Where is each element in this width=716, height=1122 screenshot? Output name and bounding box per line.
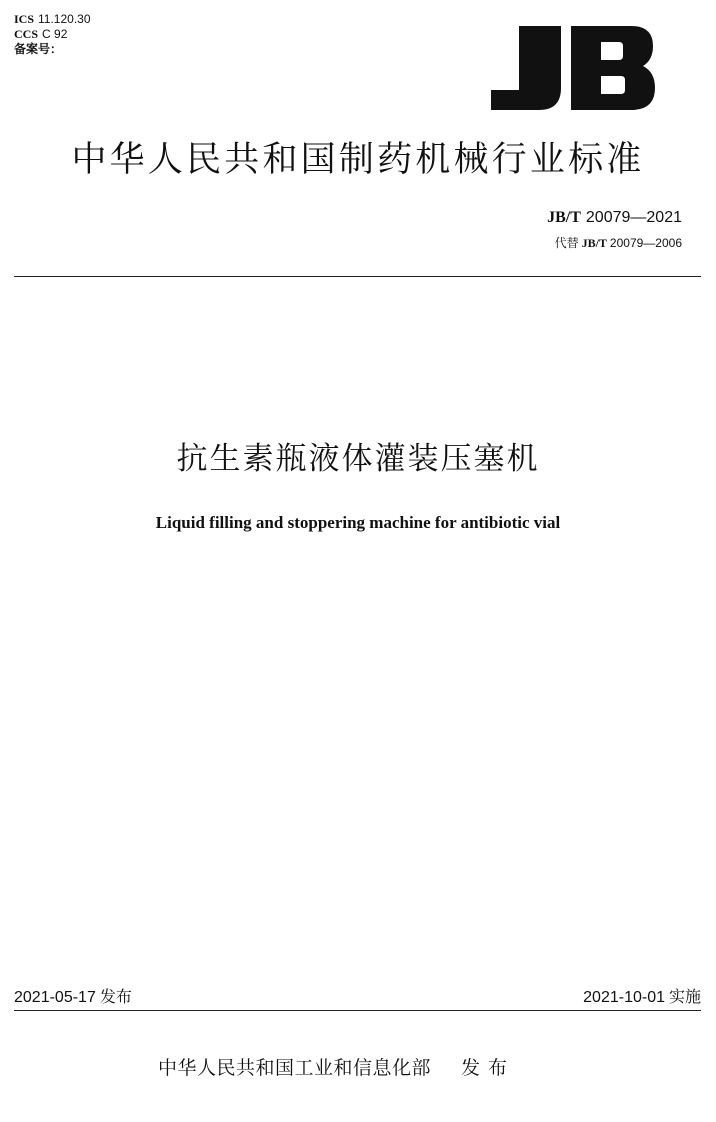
implementation-date-label: 实施 bbox=[668, 987, 701, 1006]
issue-date bbox=[14, 986, 132, 1009]
ccs-label: CCS bbox=[14, 27, 39, 41]
issuer-line bbox=[158, 1055, 515, 1081]
replaces-number: 20079—2006 bbox=[609, 236, 682, 250]
standard-code-prefix: JB/T bbox=[547, 209, 581, 226]
filing-label: 备案号： bbox=[14, 42, 63, 56]
issue-date-value: 2021-05-17 bbox=[14, 989, 96, 1006]
standard-code bbox=[547, 206, 682, 229]
ics-row bbox=[14, 12, 91, 27]
jb-logo bbox=[491, 26, 655, 110]
ccs-value: C 92 bbox=[42, 27, 68, 41]
document-title-english: Liquid filling and stoppering machine for antibiotic vial bbox=[155, 513, 561, 532]
issuer-name: 中华人民共和国工业和信息化部 bbox=[158, 1057, 432, 1079]
classification-block bbox=[14, 12, 91, 57]
replaces-code bbox=[547, 233, 682, 253]
ccs-row bbox=[14, 27, 91, 42]
implementation-date-value: 2021-10-01 bbox=[583, 989, 665, 1006]
bottom-divider bbox=[14, 1010, 701, 1011]
standard-type-title: 中华人民共和国制药机械行业标准 bbox=[71, 140, 645, 180]
replaces-prefix: JB/T bbox=[581, 236, 607, 250]
filing-row bbox=[14, 42, 91, 57]
issue-date-label: 发布 bbox=[99, 987, 132, 1006]
replaces-label: 代替 bbox=[554, 236, 579, 250]
document-title-chinese: 抗生素瓶液体灌装压塞机 bbox=[176, 441, 540, 477]
implementation-date bbox=[583, 986, 701, 1009]
ics-value: 11.120.30 bbox=[38, 12, 91, 26]
standard-code-number: 20079—2021 bbox=[585, 209, 682, 226]
top-divider bbox=[14, 276, 701, 277]
ics-label: ICS bbox=[14, 12, 35, 26]
issuer-action: 发布 bbox=[461, 1057, 516, 1079]
standard-code-block bbox=[547, 206, 682, 253]
